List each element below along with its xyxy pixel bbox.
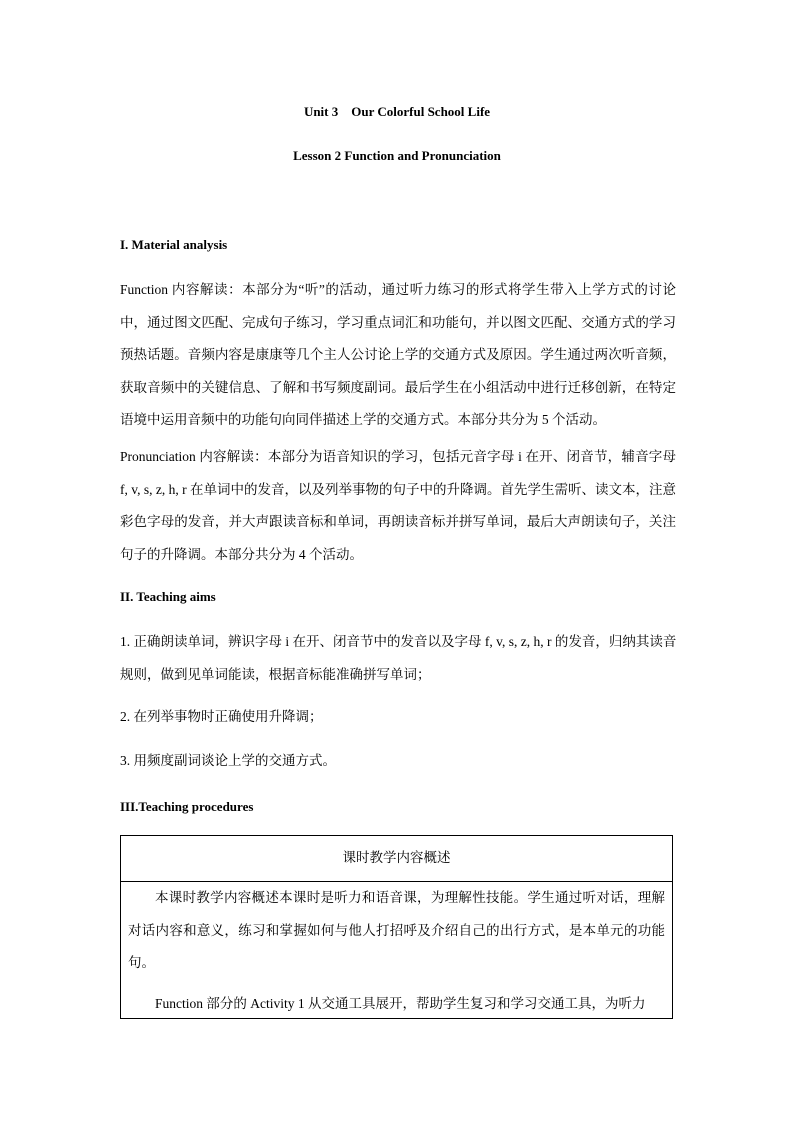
teaching-aim-item: 2. 在列举事物时正确使用升降调； <box>120 709 323 724</box>
teaching-aim-item: 3. 用频度副词谈论上学的交通方式。 <box>120 753 336 768</box>
table-paragraph: Function 部分的 Activity 1 从交通工具展开，帮助学生复习和学习交通工具，为听力 <box>155 995 646 1011</box>
section-heading-teaching-aims: II. Teaching aims <box>120 589 216 604</box>
table-paragraph: 本课时教学内容概述本课时是听力和语音课，为理解性技能。学生通过听对话，理解对话内容和意义，练习和掌握如何与他人打招呼及介绍自己的出行方式，是本单元的功能句。 <box>128 890 665 971</box>
section-heading-teaching-procedures: III.Teaching procedures <box>120 799 254 814</box>
table-header-cell: 课时教学内容概述 <box>121 836 672 882</box>
pronunciation-analysis-paragraph: Pronunciation 内容解读：本部分为语音知识的学习，包括元音字母 i 在开、闭音节，辅音字母 f, v, s, z, h, r 在单词中的发音，以及列举事物的句子中的升降调。首先学生需听、读文本，注意彩色字母的发音，并大声跟读音标和单词，再朗读音标并拼写单词，最后大声朗读句子，关注句子的升降调。本部分共分为 4 个活动。 <box>120 449 676 562</box>
teaching-aim-item: 1. 正确朗读单词，辨识字母 i 在开、闭音节中的发音以及字母 f, v, s, z, h, r 的发音，归纳其读音规则，做到见单词能读，根据音标能准确拼写单词； <box>120 634 677 682</box>
unit-title: Unit 3 Our Colorful School Life <box>303 104 491 119</box>
section-heading-material-analysis: I. Material analysis <box>120 237 228 252</box>
procedures-table <box>120 835 673 1019</box>
table-body-cell <box>121 882 672 1019</box>
function-analysis-paragraph: Function 内容解读：本部分为“听”的活动，通过听力练习的形式将学生带入上学方式的讨论中，通过图文匹配、完成句子练习，学习重点词汇和功能句，并以图文匹配、交通方式的学习预热话题。音频内容是康康等几个主人公讨论上学的交通方式及原因。学生通过两次听音频，获取音频中的关键信息、了解和书写频度副词。最后学生在小组活动中进行迁移创新，在特定语境中运用音频中的功能句向同伴描述上学的交通方式。本部分共分为 5 个活动。 <box>120 282 676 428</box>
lesson-title: Lesson 2 Function and Pronunciation <box>293 148 501 163</box>
